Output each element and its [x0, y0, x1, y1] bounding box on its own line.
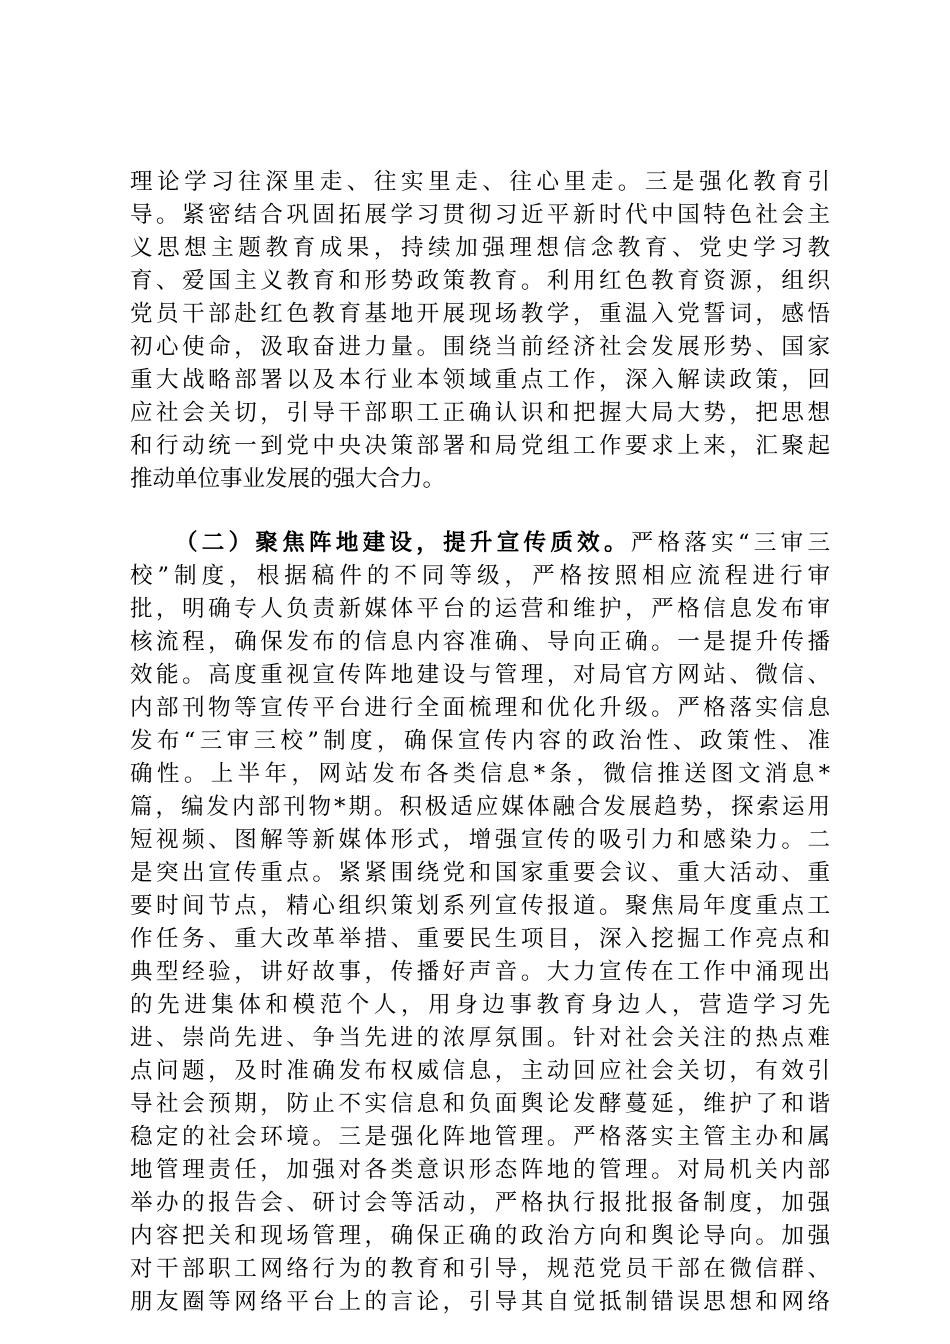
- text-line: 短视频、图解等新媒体形式，增强宣传的吸引力和感染力。二: [130, 827, 830, 853]
- section-heading: （二）聚焦阵地建设，提升宣传质效。: [175, 530, 631, 556]
- text-line: 效能。高度重视宣传阵地建设与管理，对局官方网站、微信、: [130, 662, 830, 688]
- text-line: 典型经验，讲好故事，传播好声音。大力宣传在工作中涌现出: [130, 959, 830, 985]
- text-line: 理论学习往深里走、往实里走、往心里走。三是强化教育引: [130, 169, 830, 195]
- text-line: 义思想主题教育成果，持续加强理想信念教育、党史学习教: [130, 235, 830, 261]
- section-heading-line: [130, 527, 830, 560]
- text-line: 地管理责任，加强对各类意识形态阵地的管理。对局机关内部: [130, 1157, 830, 1183]
- text-line: 批，明确专人负责新媒体平台的运营和维护，严格信息发布审: [130, 596, 830, 622]
- document-page: [130, 166, 830, 1319]
- text-line: 进、崇尚先进、争当先进的浓厚氛围。针对社会关注的热点难: [130, 1025, 830, 1051]
- text-line: 育、爱国主义教育和形势政策教育。利用红色教育资源，组织: [130, 268, 830, 294]
- text-line: 应社会关切，引导干部职工正确认识和把握大局大势，把思想: [130, 400, 830, 426]
- text-line: 推动单位事业发展的强大合力。: [130, 466, 446, 492]
- text-line: 内部刊物等宣传平台进行全面梳理和优化升级。严格落实信息: [130, 695, 830, 721]
- text-line: 重大战略部署以及本行业本领域重点工作，深入解读政策，回: [130, 367, 830, 393]
- text-line: 点问题，及时准确发布权威信息，主动回应社会关切，有效引: [130, 1058, 830, 1084]
- text-line: 初心使命，汲取奋进力量。围绕当前经济社会发展形势、国家: [130, 334, 830, 360]
- paragraph-1: [130, 166, 830, 496]
- text-line: 篇，编发内部刊物*期。积极适应媒体融合发展趋势，探索运用: [130, 794, 830, 820]
- text-line: 的先进集体和模范个人，用身边事教育身边人，营造学习先: [130, 992, 830, 1018]
- text-line: 是突出宣传重点。紧紧围绕党和国家重要会议、重大活动、重: [130, 860, 830, 886]
- text-line: 党员干部赴红色教育基地开展现场教学，重温入党誓词，感悟: [130, 301, 830, 327]
- text-line: 导。紧密结合巩固拓展学习贯彻习近平新时代中国特色社会主: [130, 202, 830, 228]
- paragraph-2: [130, 527, 830, 1319]
- text-line: 稳定的社会环境。三是强化阵地管理。严格落实主管主办和属: [130, 1124, 830, 1150]
- paragraph-gap: [130, 496, 830, 527]
- text-line: 和行动统一到党中央决策部署和局党组工作要求上来，汇聚起: [130, 433, 830, 459]
- text-line: 发布“三审三校”制度，确保宣传内容的政治性、政策性、准: [130, 728, 830, 754]
- text-line: 要时间节点，精心组织策划系列宣传报道。聚焦局年度重点工: [130, 893, 830, 919]
- section-heading-rest: 严格落实“三审三: [630, 530, 830, 556]
- text-line: 举办的报告会、研讨会等活动，严格执行报批报备制度，加强: [130, 1190, 830, 1216]
- text-line: 核流程，确保发布的信息内容准确、导向正确。一是提升传播: [130, 629, 830, 655]
- text-line: 导社会预期，防止不实信息和负面舆论发酵蔓延，维护了和谐: [130, 1091, 830, 1117]
- text-line: 确性。上半年，网站发布各类信息*条，微信推送图文消息*: [130, 761, 830, 787]
- text-line: 校”制度，根据稿件的不同等级，严格按照相应流程进行审: [130, 563, 830, 589]
- text-line: 内容把关和现场管理，确保正确的政治方向和舆论导向。加强: [130, 1223, 830, 1249]
- text-line: 对干部职工网络行为的教育和引导，规范党员干部在微信群、: [130, 1256, 830, 1282]
- text-line: 朋友圈等网络平台上的言论，引导其自觉抵制错误思想和网络: [130, 1289, 830, 1315]
- text-line: 作任务、重大改革举措、重要民生项目，深入挖掘工作亮点和: [130, 926, 830, 952]
